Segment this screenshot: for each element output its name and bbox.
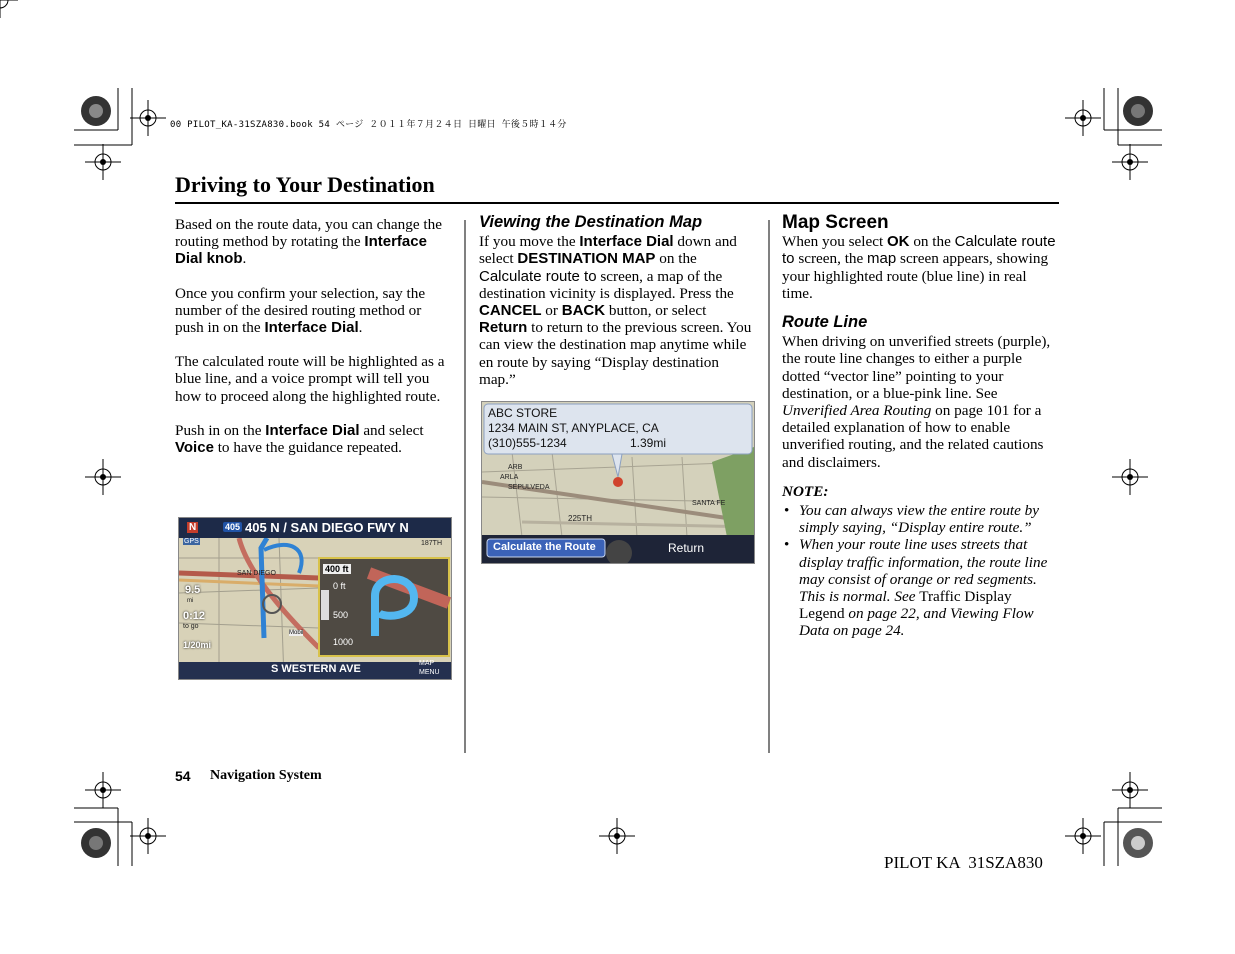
route-banner: 405 N / SAN DIEGO FWY N bbox=[245, 520, 409, 535]
footer-section: Navigation System bbox=[210, 768, 322, 783]
time-label: to go bbox=[183, 623, 199, 630]
column-1 bbox=[175, 216, 453, 473]
inset-scale-0: 0 ft bbox=[333, 581, 346, 591]
print-header: 00 PILOT_KA-31SZA830.book 54 ページ ２０１１年７月２４日 日曜日 午後５時１４分 bbox=[170, 120, 567, 130]
text: screen appears, showing your highlighted route (blue line) in real time. bbox=[782, 250, 1049, 302]
subheading-route-line: Route Line bbox=[782, 313, 868, 332]
section-heading-map-screen: Map Screen bbox=[782, 212, 889, 233]
paragraph-map-screen bbox=[782, 233, 1060, 302]
map-screen-term: map bbox=[867, 250, 897, 268]
calculate-route-screen-term: Calculate route to bbox=[782, 233, 1056, 268]
text: on page 101 for a detailed explanation of how to enable unverified routing, and the related cautions and disclaimers. bbox=[782, 402, 1044, 471]
store-phone: (310)555-1234 bbox=[488, 436, 567, 450]
note-label: NOTE: bbox=[782, 482, 829, 500]
unverified-routing-reference: Unverified Area Routing bbox=[782, 402, 932, 420]
map-scale: 1/20mi bbox=[183, 640, 212, 650]
paragraph-destination-map bbox=[479, 233, 755, 388]
paragraph-routing bbox=[175, 216, 453, 268]
text: to return to the previous screen. You can view the destination map anytime while en route by saying “Display destination map.” bbox=[479, 319, 752, 388]
store-distance: 1.39mi bbox=[630, 436, 667, 450]
map-menu-label-2: MENU bbox=[419, 669, 440, 676]
destination-map-term: DESTINATION MAP bbox=[517, 250, 656, 268]
page-number: 54 bbox=[175, 768, 191, 784]
poi-label: Mobil bbox=[289, 630, 304, 636]
map-menu-label-1: MAP bbox=[419, 660, 435, 667]
text: or bbox=[541, 302, 562, 320]
street-label-bottom: S WESTERN AVE bbox=[271, 663, 361, 675]
ok-term: OK bbox=[887, 233, 910, 251]
document-code: PILOT KA 31SZA830 bbox=[884, 853, 1043, 872]
note-list bbox=[782, 502, 1060, 640]
interface-dial-term: Interface Dial bbox=[265, 421, 360, 439]
note-item: • You can always view the entire route by simply saying, “Display entire route.” bbox=[782, 502, 1060, 536]
street-label-225th: 225TH bbox=[568, 514, 593, 523]
interface-dial-knob-term: Interface Dial knob bbox=[175, 233, 427, 268]
store-name: ABC STORE bbox=[488, 406, 558, 420]
section-heading-destination-map: Viewing the Destination Map bbox=[479, 213, 703, 231]
text: button, or select bbox=[605, 302, 707, 320]
text: on page 22, and Viewing Flow Data on page 24. bbox=[799, 605, 1034, 640]
destination-map-screenshot bbox=[481, 401, 755, 564]
text: When you select bbox=[782, 233, 888, 251]
text: on the bbox=[909, 233, 955, 251]
text: When driving on unverified streets (purple), the route line changes to either a purple dotted “vector line” pointing to your destination, or a blue-pink line. See bbox=[782, 333, 1051, 402]
map-graphic bbox=[179, 518, 451, 679]
compass-icon: N bbox=[189, 522, 197, 533]
paragraph-voice bbox=[175, 422, 453, 456]
street-label-sepulveda: SEPULVEDA bbox=[508, 484, 550, 491]
text: down and select bbox=[479, 233, 737, 268]
gps-indicator: GPS bbox=[184, 538, 199, 545]
back-term: BACK bbox=[561, 302, 606, 320]
guidance-map-screenshot bbox=[178, 517, 452, 680]
highway-shield: 405 bbox=[225, 522, 241, 532]
text: . bbox=[242, 250, 247, 268]
calculate-route-screen-term: Calculate route to bbox=[479, 267, 597, 285]
text: . bbox=[358, 319, 363, 337]
street-label-santa-fe: SANTA FE bbox=[692, 500, 726, 507]
text: to have the guidance repeated. bbox=[213, 439, 402, 457]
voice-term: Voice bbox=[175, 439, 214, 457]
text: Based on the route data, you can change the routing method by rotating the bbox=[175, 216, 442, 251]
paragraph-route-line bbox=[782, 333, 1060, 471]
store-address: 1234 MAIN ST, ANYPLACE, CA bbox=[488, 421, 659, 435]
note-item bbox=[782, 536, 1060, 639]
title-rule bbox=[175, 202, 1059, 204]
page-title: Driving to Your Destination bbox=[175, 172, 435, 197]
paragraph-confirm bbox=[175, 285, 453, 337]
interface-dial-term: Interface Dial bbox=[264, 319, 359, 337]
distance-unit: mi bbox=[187, 598, 194, 604]
text: on the bbox=[655, 250, 697, 268]
text: and select bbox=[359, 421, 424, 439]
cancel-term: CANCEL bbox=[479, 302, 542, 320]
inset-distance: 400 ft bbox=[325, 564, 349, 574]
paragraph-highlight: The calculated route will be highlighted as a blue line, and a voice prompt will tell you how to proceed along the highlighted route. bbox=[175, 353, 445, 405]
text: When your route line uses streets that display traffic information, the route line may consist of orange or red segments. This is normal. See bbox=[799, 536, 1048, 606]
distance-value: 9.5 bbox=[185, 584, 201, 596]
street-label-top: 187TH bbox=[421, 540, 443, 547]
column-2 bbox=[479, 214, 755, 405]
street-label-arla: ARLA bbox=[500, 474, 519, 481]
time-value: 0:12 bbox=[183, 610, 206, 622]
text: If you move the bbox=[479, 233, 580, 251]
street-label-left: SAN DIEGO bbox=[237, 570, 276, 577]
return-term: Return bbox=[479, 319, 528, 337]
return-button[interactable]: Return bbox=[668, 541, 705, 555]
inset-scale-1000: 1000 bbox=[333, 637, 354, 647]
text: Once you confirm your selection, say the number of the desired routing method or push in on the bbox=[175, 284, 426, 337]
text: screen, the bbox=[794, 250, 868, 268]
calculate-route-button[interactable]: Calculate the Route bbox=[493, 541, 596, 553]
text: screen, a map of the destination vicinity is displayed. Press the bbox=[479, 267, 734, 302]
text: Push in on the bbox=[175, 421, 266, 439]
street-label-arb: ARB bbox=[508, 464, 523, 471]
inset-scale-500: 500 bbox=[333, 610, 349, 620]
traffic-legend-reference: Traffic Display Legend bbox=[799, 588, 1012, 623]
column-3 bbox=[782, 214, 1060, 640]
interface-dial-term: Interface Dial bbox=[579, 233, 674, 251]
